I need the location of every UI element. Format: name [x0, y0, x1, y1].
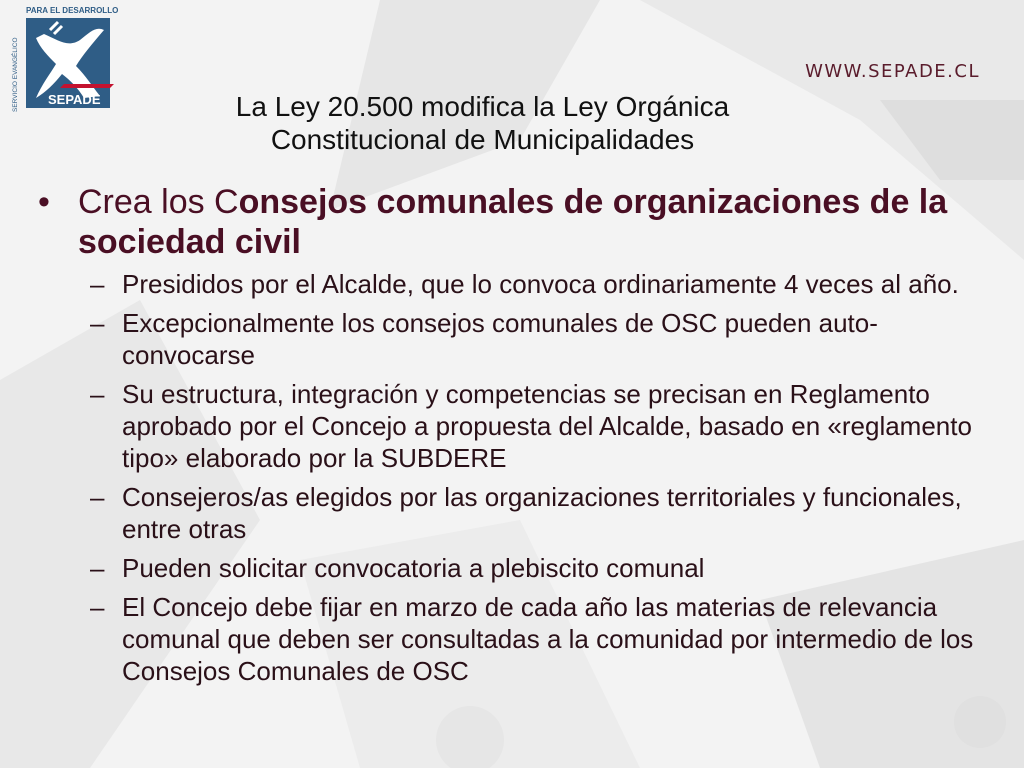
website-url: WWW.SEPADE.CL — [805, 61, 980, 82]
sub-bullet-text: Su estructura, integración y competencias se precisan en Reglamento aprobado por el Concejo a propuesta del Alcalde, basado en «reglamento tipo» elaborado por la SUBDERE — [122, 379, 972, 473]
bullet-bold-text: onsejos comunales de organizaciones de la sociedad civil — [78, 183, 948, 261]
sub-bullet-text: Excepcionalmente los consejos comunales de OSC pueden auto-convocarse — [122, 308, 878, 370]
slide-title-line-2: Constitucional de Municipalidades — [270, 124, 695, 155]
bullet-prefix: Crea los C — [78, 183, 239, 221]
slide-title — [160, 90, 805, 156]
sub-bullet-list — [38, 268, 998, 687]
dash-marker: – — [90, 482, 105, 512]
sub-bullet-text: El Concejo debe fijar en marzo de cada año las materias de relevancia comunal que deben ser consultadas a la comunidad por intermedio de los Consejos Comunales de OSC — [122, 592, 974, 686]
dash-marker: – — [90, 553, 105, 583]
logo-tagline-side: SERVICIO EVANGÉLICO — [12, 37, 19, 112]
dash-marker: – — [90, 592, 105, 622]
logo-name: SEPADE — [48, 92, 101, 107]
sepade-logo — [6, 4, 118, 116]
sub-bullet-item — [38, 307, 998, 371]
dash-marker: – — [90, 269, 105, 299]
sub-bullet-text: Consejeros/as elegidos por las organizaciones territoriales y funcionales, entre otras — [122, 482, 962, 544]
dash-marker: – — [90, 379, 105, 409]
sub-bullet-item — [38, 378, 998, 474]
sub-bullet-text: Pueden solicitar convocatoria a plebiscito comunal — [122, 553, 705, 583]
logo-tagline-top: PARA EL DESARROLLO — [26, 6, 118, 15]
bullet-marker: • — [38, 183, 50, 221]
sub-bullet-text: Presididos por el Alcalde, que lo convoca ordinariamente 4 veces al año. — [122, 269, 959, 299]
sub-bullet-item — [38, 552, 998, 584]
slide-content — [38, 182, 998, 694]
sub-bullet-item — [38, 268, 998, 300]
slide-title-line-1: La Ley 20.500 modifica la Ley Orgánica — [235, 91, 730, 122]
main-bullet — [38, 182, 998, 262]
dash-marker: – — [90, 308, 105, 338]
sub-bullet-item — [38, 591, 998, 687]
sub-bullet-item — [38, 481, 998, 545]
